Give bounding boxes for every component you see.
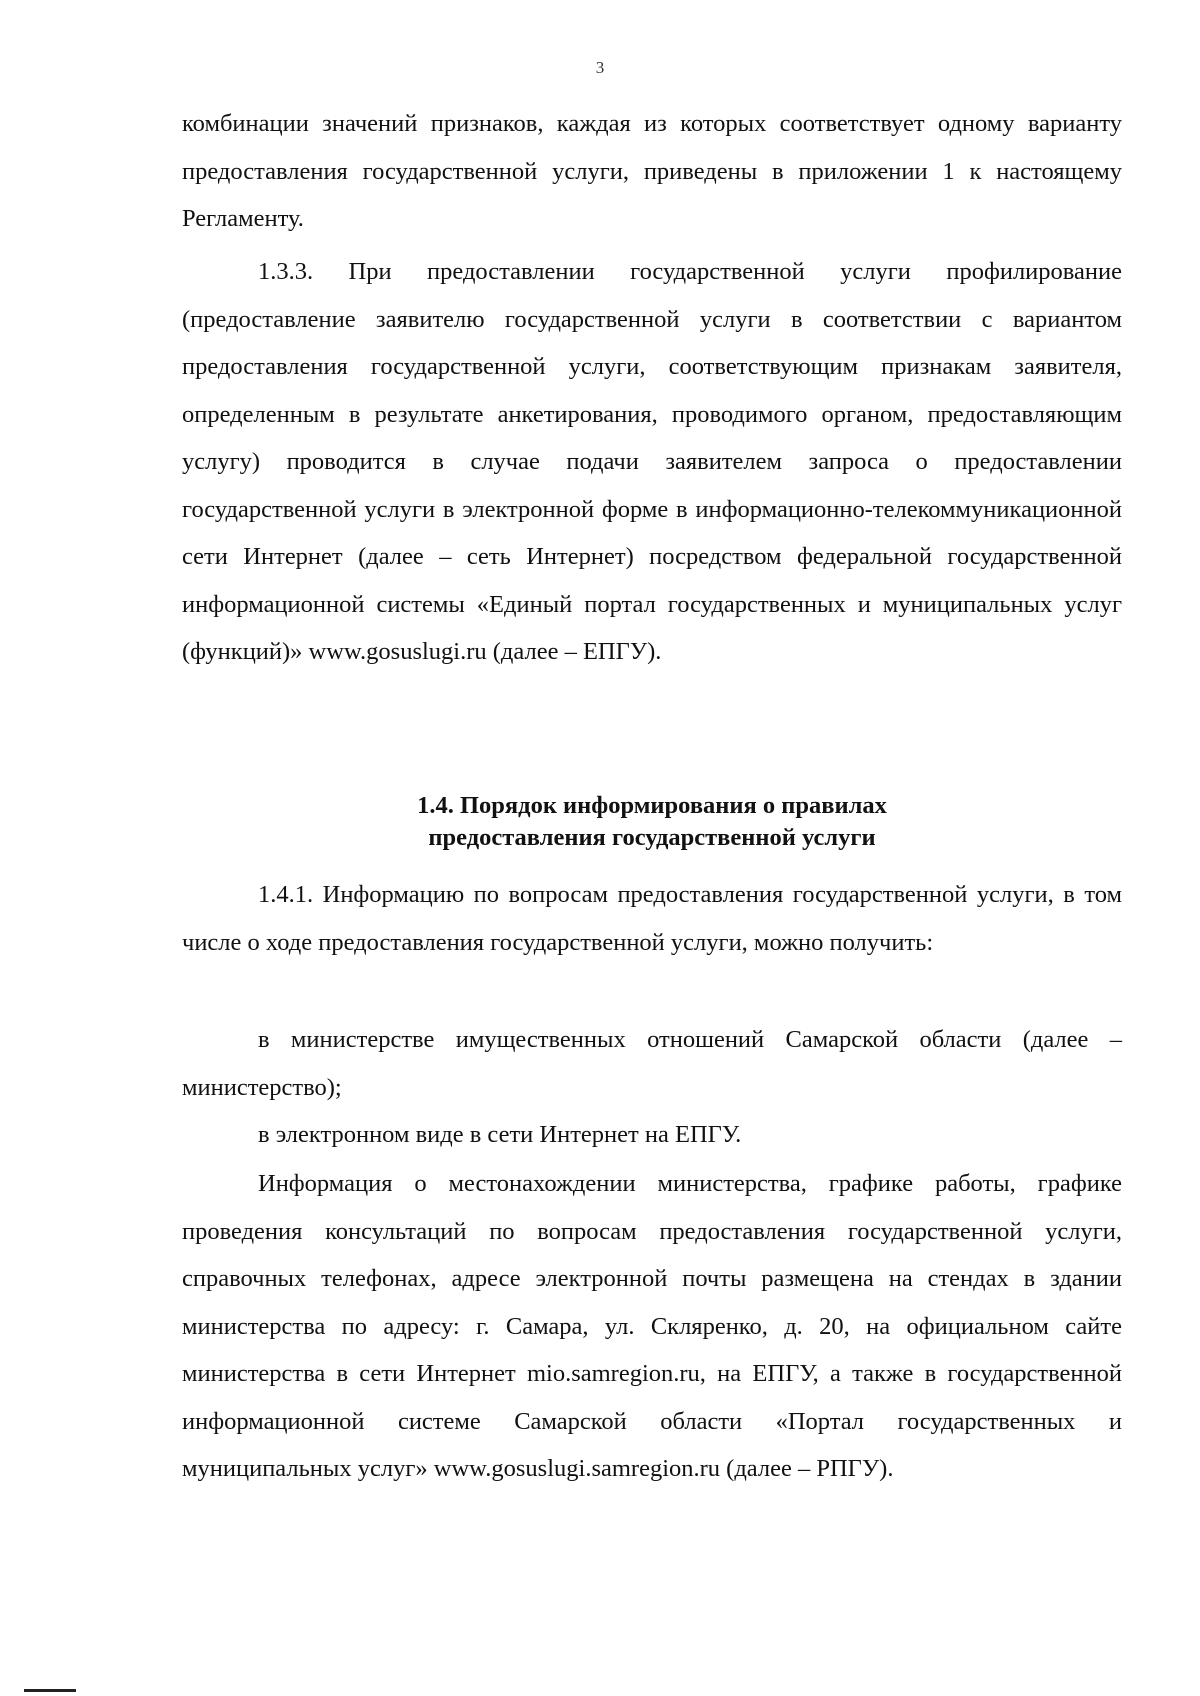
paragraph-ministry: в министерстве имущественных отношений Самарской области (далее – министерство); bbox=[182, 1026, 1122, 1101]
scan-corner-mark bbox=[24, 1689, 76, 1692]
paragraph-location-info: Информация о местонахождении министерства, графике работы, графике проведения консультаций по вопросам предоставления государственной услуги, справочных телефонах, адресе электронной почты размещена на стендах в здании министерства по адресу: г. Самара, ул. Скляренко, д. 20, на официальном сайте министерства в сети Интернет mio.samregion.ru, на ЕПГУ, а также в государственной информационной системе Самарской области «Портал государственных и муниципальных услуг» www.gosuslugi.samregion.ru (далее – РПГУ). bbox=[182, 1170, 1122, 1482]
paragraph-continuation: комбинации значений признаков, каждая из которых соответствует одному варианту предоставления государственной услуги, приведены в приложении 1 к настоящему Регламенту. bbox=[182, 110, 1122, 232]
paragraph-online: в электронном виде в сети Интернет на ЕПГУ. bbox=[258, 1121, 742, 1148]
section-heading-1-4 bbox=[182, 790, 1122, 854]
page-number: 3 bbox=[595, 58, 605, 77]
paragraph-1-4-1: 1.4.1. Информацию по вопросам предоставления государственной услуги, в том числе о ходе предоставления государственной услуги, можно получить: bbox=[182, 881, 1122, 956]
section-heading-line-2: предоставления государственной услуги bbox=[428, 824, 876, 851]
section-heading-line-1: 1.4. Порядок информирования о правилах bbox=[417, 792, 887, 819]
paragraph-1-3-3: 1.3.3. При предоставлении государственной услуги профилирование (предоставление заявителю государственной услуги в соответствии с вариантом предоставления государственной услуги, соответствующим признакам заявителя, определенным в результате анкетирования, проводимого органом, предоставляющим услугу) проводится в случае подачи заявителем запроса о предоставлении государственной услуги в электронной форме в информационно-телекоммуникационной сети Интернет (далее – сеть Интернет) посредством федеральной государственной информационной системы «Единый портал государственных и муниципальных услуг (функций)» www.gosuslugi.ru (далее – ЕПГУ). bbox=[182, 258, 1122, 665]
